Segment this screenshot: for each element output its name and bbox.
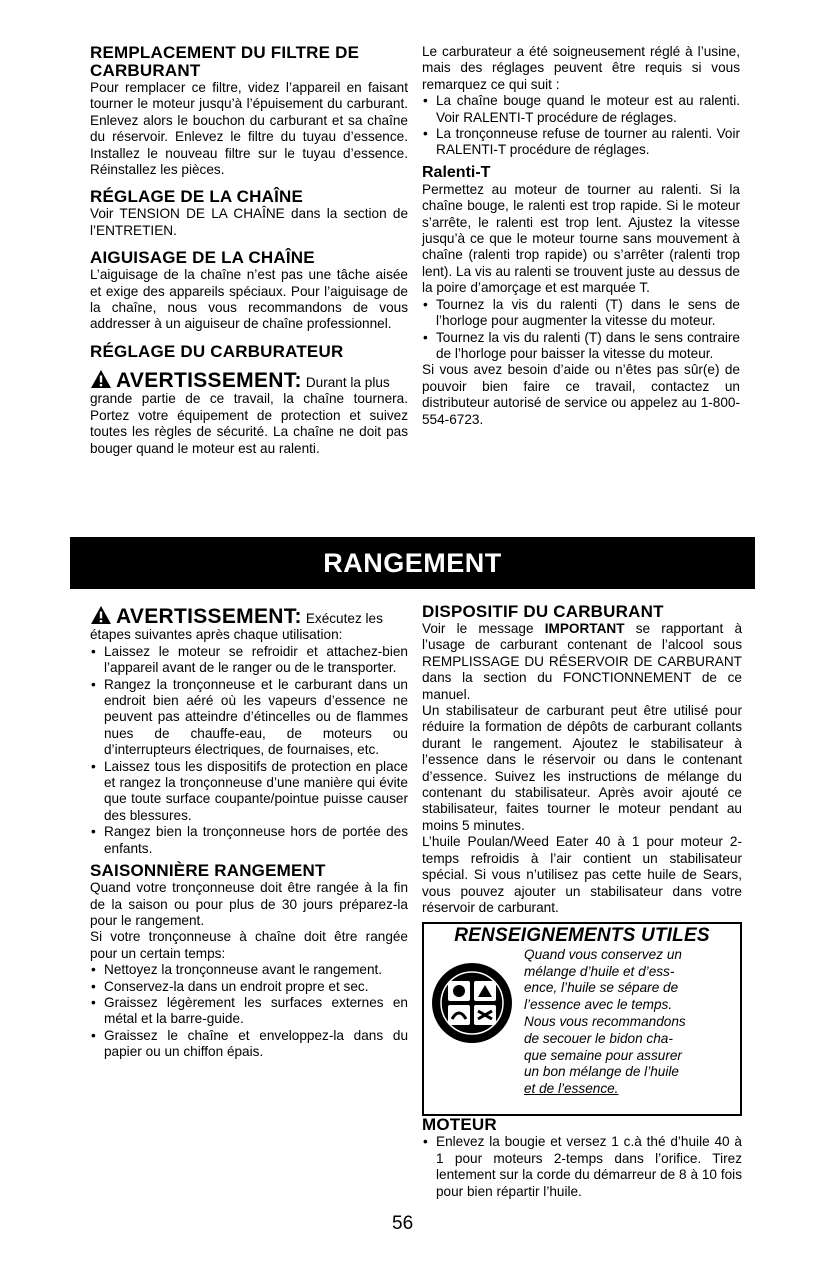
list-item: • La chaîne bouge quand le moteur est au ralenti. Voir RALENTI-T procédure de réglages. [422,93,740,126]
banner-title: RANGEMENT [323,547,502,578]
fuel-text-rest: se rapportant à l’usage de carburant contenant de l’alcool sous REMPLISSAGE DU RÉSERVOIR DE CARBURANT dans la section du FONCTIONNEMENT de ce manuel. [422,621,743,702]
section-title-seasonal-storage: SAISONNIÈRE RANGEMENT [90,861,326,881]
warning-icon [90,369,112,389]
tips-line: Nous vous recommandons [524,1013,686,1029]
idle-list [422,297,740,363]
fuel-text-lead: Voir le message [422,621,534,636]
tips-line: Quand vous conservez un [524,946,682,962]
left-top-column [90,44,408,457]
section-title-fuel-filter: REMPLACEMENT DU FILTRE DE CARBURANT [90,43,360,80]
carburetor-intro: Le carburateur a été soigneusement réglé à l’usine, mais des réglages peuvent être requis si vous remarquez ce qui suit : [422,44,740,92]
warning-storage [90,603,408,627]
left-bottom-column [90,603,408,1061]
warning-title: AVERTISSEMENT: [116,368,302,392]
list-item: • Tournez la vis du ralenti (T) dans le sens contraire de l’horloge pour baisser la vitesse du moteur. [422,330,740,363]
list-item: • Nettoyez la tronçonneuse avant le rangement. [90,962,408,978]
warning-text: étapes suivantes après chaque utilisation: [90,627,343,643]
chain-sharpening-text: L’aiguisage de la chaîne n’est pas une tâche aisée et exige des appareils spéciaux. Pour l’aiguisage de la chaîne, nous vous recommandons de vous addresser à un aiguiseur de chaîne professionnel. [90,267,408,332]
tips-line: que semaine pour assurer [524,1047,682,1063]
tips-line: et de l’essence. [524,1081,619,1097]
warning-carburetor [90,367,408,391]
tips-line: mélange d’huile et d’ess- [524,963,675,979]
tips-title: RENSEIGNEMENTS UTILES [454,925,710,947]
carburetor-issue-list [422,93,740,159]
list-item: • Rangez la tronçonneuse et le carburant dans un endroit bien aéré où les vapeurs d’essence ne peuvent pas atteindre d’étincelles ou de flammes nues de chauffe-eau, de moteurs ou d’interrupteurs électriques, de fournaises, etc. [90,677,408,759]
list-item: • Conservez-la dans un endroit propre et sec. [90,979,408,995]
section-banner [70,537,755,589]
seasonal-text: Quand votre tronçonneuse doit être rangée à la fin de la saison ou pour plus de 30 jours préparez-la pour le rangement. [90,880,408,928]
helpful-tips-box [422,922,742,1116]
fuel-text-2: Un stabilisateur de carburant peut être utilisé pour réduire la formation de dépôts de carburant collants durant le rangement. Ajoutez le stabilisateur à l’essence dans le réservoir ou dans le contenant d’essence. Suivez les instructions de mélange du contenant du stabilisateur. Après avoir ajouté ce stabilisateur, faites tourner le moteur pendant au moins 5 minutes. [422,703,742,833]
list-item: • Rangez bien la tronçonneuse hors de portée des enfants. [90,824,408,857]
list-item: • La tronçonneuse refuse de tourner au ralenti. Voir RALENTI-T procédure de réglages. [422,126,740,159]
storage-list [90,644,408,857]
fuel-text-3: L’huile Poulan/Weed Eater 40 à 1 pour moteur 2-temps refroidis à l’air contient un stabilisateur spécial. Si vous n’utilisez pas cette huile de Sears, vous pouvez ajouter un stabilisateur dans votre réservoir de carburant. [422,834,742,915]
tips-text [520,947,686,1098]
list-item: • Enlevez la bougie et versez 1 c.à thé d’huile 40 à 1 pour moteurs 2-temps dans l’orifice. Tirez lentement sur la corde du démarreur de 8 à 10 fois pour bien répartir l’huile. [422,1134,742,1200]
section-title-fuel-system: DISPOSITIF DU CARBURANT [422,602,664,621]
warning-lead: Exécutez les [305,611,383,626]
section-title-carburetor-adjust: RÉGLAGE DU CARBURATEUR [90,341,344,361]
idle-text: Permettez au moteur de tourner au ralenti. Si la chaîne bouge, le ralenti est trop rapide. Si le moteur s’arrête, le ralenti est trop lent. Ajustez la vitesse jusqu’à ce que le moteur tourne sans mouvement à chaîne (ralenti trop rapide) ou s’arrêter (ralenti trop lent). La vis au ralenti se trouvent juste au dessus de la poire d’amorçage et est marquée T. [422,181,740,296]
section-title-chain-sharpening: AIGUISAGE DE LA CHAÎNE [90,248,315,268]
section-title-engine: MOTEUR [422,1115,497,1135]
right-bottom-column [422,603,742,1200]
fuel-filter-text: Pour remplacer ce filtre, videz l’appareil en faisant tourner le moteur jusqu’à l’épuisement du carburant. Enlevez alors le bouchon du carburant et sa chaîne du réservoir. Enlevez le filtre du tuyau d’essence. Installez le nouveau filtre sur le tuyau d’essence. Réinstallez les pièces. [90,80,408,178]
warning-lead: Durant la plus [305,374,390,390]
tips-line: un bon mélange de l’huile [524,1064,679,1080]
chain-adjust-text: Voir TENSION DE LA CHAÎNE dans la section de l’ENTRETIEN. [90,206,408,238]
tips-line: de secouer le bidon cha- [524,1030,673,1046]
fuel-text-1 [422,621,742,703]
tips-logo [430,947,520,1098]
list-item: • Graissez légèrement les surfaces externes en métal et la barre-guide. [90,995,408,1028]
list-item: • Laissez le moteur se refroidir et attachez-bien l’appareil avant de le ranger ou de le transporter. [90,644,408,677]
list-item: • Graissez le chaîne et enveloppez-la dans du papier ou un chiffon épais. [90,1028,408,1061]
list-item: • Tournez la vis du ralenti (T) dans le sens de l’horloge pour augmenter la vitesse du moteur. [422,297,740,330]
tips-line: ence, l’huile se sépare de [524,980,679,996]
warning-icon [90,605,112,625]
recycle-logo-icon [430,961,514,1045]
list-item: • Laissez tous les dispositifs de protection en place et rangez la tronçonneuse d’une manière qui évite que toute surface coupante/pointue puisse causer des blessures. [90,759,408,825]
idle-title: Ralenti-T [422,163,491,181]
warning-title: AVERTISSEMENT: [116,605,302,628]
help-text: Si vous avez besoin d’aide ou n’êtes pas sûr(e) de pouvoir bien faire ce travail, contactez un distributeur autorisé de service ou appelez au 1-800-554-6723. [422,362,740,427]
engine-list [422,1134,742,1200]
section-title-chain-adjust: RÉGLAGE DE LA CHAÎNE [90,187,304,207]
right-top-column [422,44,740,428]
warning-text: grande partie de ce travail, la chaîne tournera. Portez votre équipement de protection et suivez toutes les règles de sécurité. La chaîne ne doit pas bouger quand le moteur est au ralenti. [90,391,408,456]
tips-line: l’essence avec le temps. [524,997,673,1013]
important-label: IMPORTANT [544,621,625,636]
seasonal-text-2: Si votre tronçonneuse à chaîne doit être rangée pour un certain temps: [90,929,408,961]
page-number: 56 [392,1213,414,1234]
seasonal-list [90,962,408,1060]
